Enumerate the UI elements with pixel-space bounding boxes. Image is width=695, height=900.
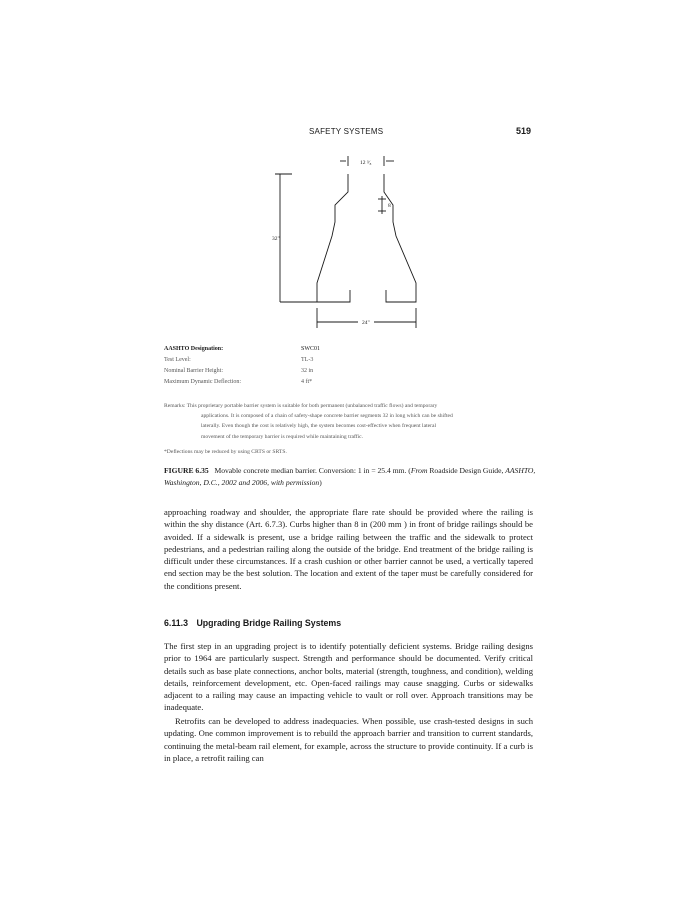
top-width-label: 12 ³⁄₈ — [360, 160, 372, 166]
spec-row — [164, 357, 404, 368]
spec-label: Test Level: — [164, 357, 191, 363]
spec-value: TL-3 — [301, 357, 314, 363]
spec-row — [164, 368, 404, 379]
caption-source-rest: Roadside Design Guide, — [427, 466, 506, 475]
base-width-label: 24" — [362, 320, 370, 326]
section-number: 6.11.3 — [164, 618, 188, 628]
caption-close: ) — [319, 478, 322, 487]
barrier-left-half — [317, 174, 350, 302]
body-paragraph: The first step in an upgrading project is to identify potentially deficient systems. Bridge railing designs prior to 1964 are particularly suspect. Strength and performance should be documented. Verify critical details such as base plate connections, anchor bolts, material (strength, toughness, and condition), welding details, reinforcement development, etc. Open-faced railings may cause snagging. Curbs or sidewalks adjacent to a railing may cause an impacting vehicle to vault or roll over. Approach transitions may be inadequate. — [164, 641, 533, 713]
remarks-line: movement of the temporary barrier is required while maintaining traffic. — [201, 433, 364, 440]
remarks-block — [164, 401, 534, 442]
remarks-line: laterally. Even though the cost is relatively high, the system becomes cost-effective when frequent lateral — [201, 423, 437, 430]
spec-row — [164, 379, 404, 390]
spec-label: Maximum Dynamic Deflection: — [164, 379, 241, 385]
barrier-right-half — [384, 174, 416, 302]
figure-caption — [164, 465, 536, 489]
spec-table — [164, 346, 404, 390]
height-label: 32" — [272, 236, 280, 242]
spec-row — [164, 346, 404, 357]
caption-text: Movable concrete median barrier. Conversion: 1 in = 25.4 mm. ( — [214, 466, 411, 475]
caption-source: From — [410, 466, 428, 475]
remarks-first-line: Remarks: This proprietary portable barrier system is suitable for both permanent (unbalanced traffic flows) and temporary — [164, 403, 438, 409]
spec-value: 4 ft* — [301, 379, 313, 385]
body-paragraph: approaching roadway and shoulder, the appropriate flare rate should be provided where the railing is within the shy distance (Art. 6.7.3). Curbs higher than 8 in (200 mm ) in front of bridge railings should be avoided. If a sidewalk is present, use a bridge railing between the traffic and the sidewalk to protect pedestrians, and a pedestrian railing along the outside of the bridge. End treatment of the bridge railing is difficult under these circumstances. If a crash cushion or other barrier cannot be used, a vertically tapered end section may be the best solution. The location and extent of the taper must be carefully considered for the conditions present. — [164, 507, 533, 591]
deflection-footnote: *Deflections may be reduced by using CRTS or SRTS. — [164, 449, 287, 455]
neck-label: 8 — [388, 203, 391, 209]
caption-source-detail: AASHTO, Washington, D.C., 2002 and 2006, with permission — [164, 466, 536, 487]
remarks-line: applications. It is composed of a chain of safety-shape concrete barrier segments 32 in long which can be shifted — [201, 413, 453, 420]
running-header — [163, 126, 531, 140]
body-paragraph: Retrofits can be developed to address inadequacies. When possible, use crash-tested designs in such updating. One common improvement is to rebuild the approach barrier and transition to current standards, continuing the metal-beam rail element, for example, across the structure to provide continuity. If a curb is in place, a retrofit railing can — [164, 716, 533, 763]
figure-number: FIGURE 6.35 — [164, 466, 209, 475]
spec-label: Nominal Barrier Height: — [164, 368, 223, 374]
section-heading — [164, 618, 341, 628]
spec-value: SWC01 — [301, 346, 321, 352]
section-title: Upgrading Bridge Railing Systems — [196, 618, 342, 628]
page-number: 519 — [515, 126, 531, 136]
spec-value: 32 in — [301, 368, 314, 374]
barrier-cross-section-drawing — [270, 152, 430, 334]
spec-label: AASHTO Designation: — [164, 346, 224, 352]
running-title: SAFETY SYSTEMS — [309, 127, 384, 136]
